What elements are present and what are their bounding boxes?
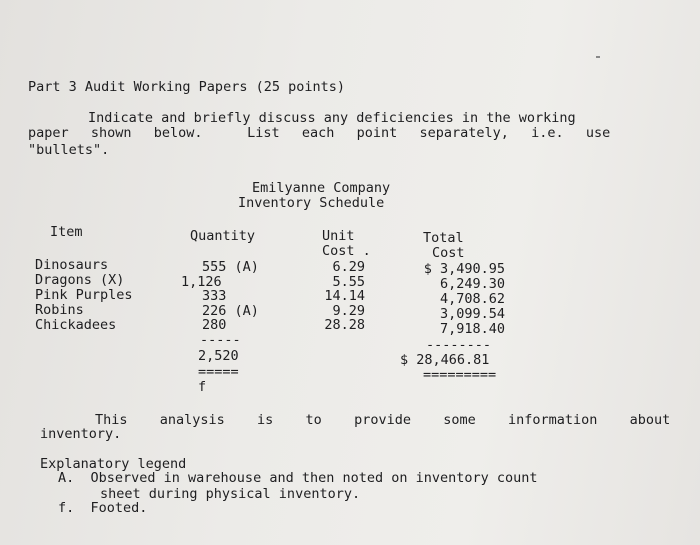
- legend-f-line: f. Footed.: [58, 500, 148, 516]
- item-cell: Dinosaurs: [35, 257, 109, 273]
- quantity-column: [181, 259, 259, 333]
- quantity-cell: 226 (A): [202, 302, 259, 319]
- header-unit: Unit: [322, 228, 355, 244]
- total-cost-cell: 7,918.40: [439, 321, 505, 337]
- unit-cost-cell: 14.14: [324, 288, 365, 304]
- analysis-line-1: This analysis is to provide some information about: [95, 412, 671, 428]
- stray-mark: [596, 56, 600, 58]
- quantity-single-rule: -----: [200, 332, 241, 348]
- quantity-total: 2,520: [198, 348, 239, 364]
- total-single-rule: --------: [426, 337, 492, 353]
- total-cost-cell: 3,099.54: [439, 306, 505, 322]
- quantity-double-rule: =====: [198, 364, 239, 380]
- header-total: Total: [423, 230, 464, 246]
- unit-cost-column: [305, 260, 365, 333]
- total-cost-cell: $ 3,490.95: [423, 261, 505, 277]
- quantity-cell: 555 (A): [202, 259, 259, 275]
- header-quantity: Quantity: [190, 228, 256, 244]
- part-heading: Part 3 Audit Working Papers (25 points): [28, 79, 345, 95]
- schedule-title: Inventory Schedule: [238, 195, 385, 211]
- header-unit-cost: Cost .: [322, 243, 371, 259]
- legend-a-line-1: A. Observed in warehouse and then noted on inventory count: [58, 470, 538, 486]
- header-total-cost: Cost: [432, 245, 465, 261]
- company-name: Emilyanne Company: [252, 180, 391, 196]
- legend-a-line-2: sheet during physical inventory.: [100, 486, 361, 502]
- item-cell: Pink Purples: [35, 287, 133, 303]
- total-cost-column: [405, 262, 505, 337]
- instruction-line-3: "bullets".: [28, 142, 110, 158]
- quantity-cell: 280: [202, 317, 227, 333]
- item-cell: Robins: [35, 302, 84, 318]
- item-cell: Chickadees: [35, 317, 117, 333]
- footed-mark: f: [198, 379, 207, 395]
- total-cost-cell: 6,249.30: [439, 276, 505, 292]
- unit-cost-cell: 5.55: [332, 273, 365, 290]
- unit-cost-cell: 6.29: [332, 259, 365, 275]
- total-cost-cell: 4,708.62: [439, 291, 505, 307]
- instruction-line-1: Indicate and briefly discuss any deficiencies in the working: [88, 110, 576, 126]
- instruction-line-2: paper shown below. List each point separately, i.e. use: [28, 125, 611, 141]
- quantity-cell: 1,126: [181, 273, 222, 290]
- quantity-cell: 333: [202, 288, 227, 304]
- header-item: Item: [50, 224, 83, 240]
- unit-cost-cell: 9.29: [332, 302, 365, 319]
- analysis-line-2: inventory.: [40, 426, 122, 442]
- grand-total: $ 28,466.81: [400, 352, 490, 368]
- total-double-rule: =========: [423, 367, 497, 383]
- item-column: [35, 258, 133, 333]
- item-cell: Dragons (X): [35, 272, 125, 288]
- unit-cost-cell: 28.28: [324, 317, 365, 333]
- legend-title: Explanatory legend: [40, 456, 187, 472]
